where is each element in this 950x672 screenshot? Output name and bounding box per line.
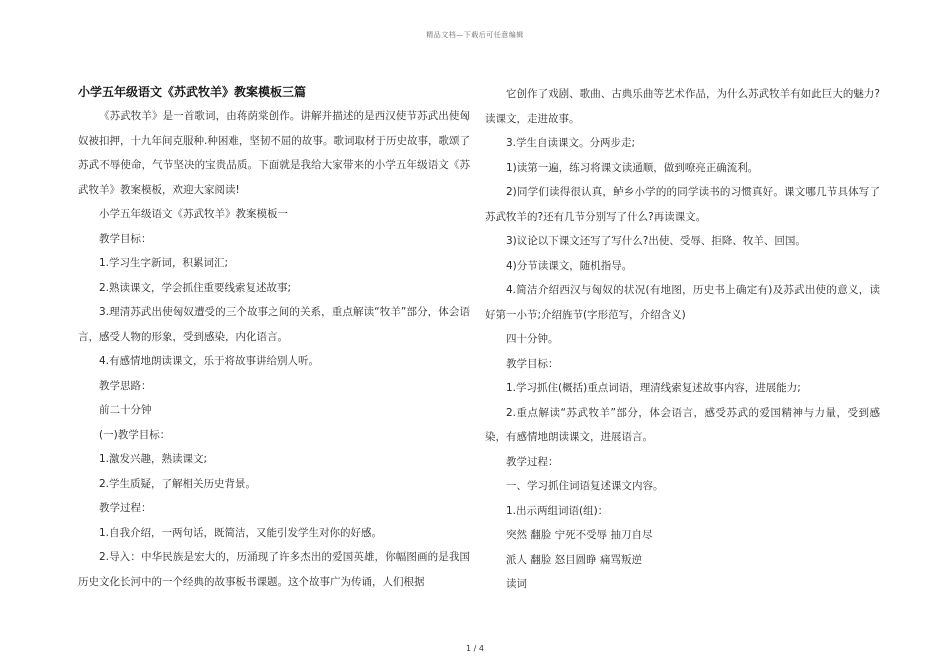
right-column: [485, 82, 880, 597]
section-heading: 小学五年级语文《苏武牧羊》教案模板一: [99, 208, 288, 220]
paragraph: 2.熟读课文，学会抓住重要线索复述故事;: [99, 281, 292, 294]
paragraph: 读词: [506, 578, 527, 590]
paragraph: 4.有感情地朗读课文，乐于将故事讲给别人听。: [99, 355, 320, 367]
paragraph: 1.自我介绍，一两句话，既简洁，又能引发学生对你的好感。: [99, 526, 383, 539]
paragraph: 1.学习生字新词，积累词汇;: [99, 257, 229, 269]
paragraph: 教学目标：: [99, 232, 152, 245]
page-header: 精品文档—下载后可任意编辑: [426, 31, 524, 39]
left-column: [78, 82, 470, 594]
paragraph: 教学过程：: [99, 502, 152, 514]
word-group: 派人 翻脸 怒目圆睁 痛骂叛逆: [506, 553, 643, 566]
paragraph: 2.重点解读“苏武牧羊”部分，体会语言，感受苏武的爱国精神与力量，受到感染，有感情地朗读课文，进展语言。: [485, 406, 880, 443]
paragraph: 4)分节读课文，随机指导。: [506, 259, 633, 272]
paragraph: 教学过程：: [506, 455, 559, 468]
paragraph: 四十分钟。: [506, 333, 559, 345]
paragraph: 3.理清苏武出使匈奴遭受的三个故事之间的关系，重点解读“牧羊”部分，体会语言，感受人物的形象，受到感染，内化语言。: [78, 306, 470, 343]
paragraph: 2.导入：中华民族是宏大的，历涌现了许多杰出的爱国英雄，你幅图画的是我国历史文化长河中的一个经典的故事板书课题。这个故事广为传诵，人们根据: [78, 551, 470, 588]
intro-paragraph: 《苏武牧羊》是一首歌词，由蒋荫棠创作。讲解并描述的是西汉使节苏武出使匈奴被扣押，十九年间克服种.种困难，坚韧不屈的故事。歌词取材于历史故事，歌颂了苏武不辱使命，气节坚决的宝贵品质。下面就是我给大家带来的小学五年级语文《苏武牧羊》教案模板，欢迎大家阅读!: [78, 110, 470, 196]
paragraph: 2.学生质疑，了解相关历史背景。: [99, 477, 257, 490]
paragraph: 2)同学们读得很认真，鲈乡小学的的同学读书的习惯真好。课文哪几节具体写了苏武牧羊的?还有几节分别写了什么?再读课文。: [485, 186, 880, 223]
paragraph: 3.学生自读课文。分两步走;: [506, 137, 636, 149]
document-title: 小学五年级语文《苏武牧羊》教案模板三篇: [78, 85, 307, 99]
paragraph: 一、学习抓住词语复述课文内容。: [506, 480, 664, 492]
page-number: 1 / 4: [466, 644, 484, 653]
word-group: 突然 翻脸 宁死不受辱 抽刀自尽: [506, 529, 653, 541]
paragraph: 教学思路：: [99, 379, 152, 392]
paragraph: 它创作了戏剧、歌曲、古典乐曲等艺术作品，为什么苏武牧羊有如此巨大的魅力?读课文，走进故事。: [485, 88, 880, 125]
paragraph: 教学目标：: [506, 357, 559, 370]
paragraph: (一)教学目标：: [99, 428, 171, 441]
paragraph: 1)读第一遍，练习将课文读通顺，做到嘹亮正确流利。: [506, 161, 759, 174]
paragraph: 前二十分钟: [99, 404, 152, 416]
paragraph: 4.简洁介绍西汉与匈奴的状况(有地图，历史书上确定有)及苏武出使的意义，读好第一小节;介绍旌节(字形范写，介绍含义): [485, 284, 880, 321]
paragraph: 1.激发兴趣，熟读课文;: [99, 453, 208, 465]
paragraph: 1.学习抓住(概括)重点词语，理清线索复述故事内容，进展能力;: [506, 382, 801, 394]
paragraph: 3)议论以下课文还写了写什么?出使、受辱、拒降、牧羊、回国。: [506, 235, 806, 247]
paragraph: 1.出示两组词语(组)：: [506, 504, 609, 517]
